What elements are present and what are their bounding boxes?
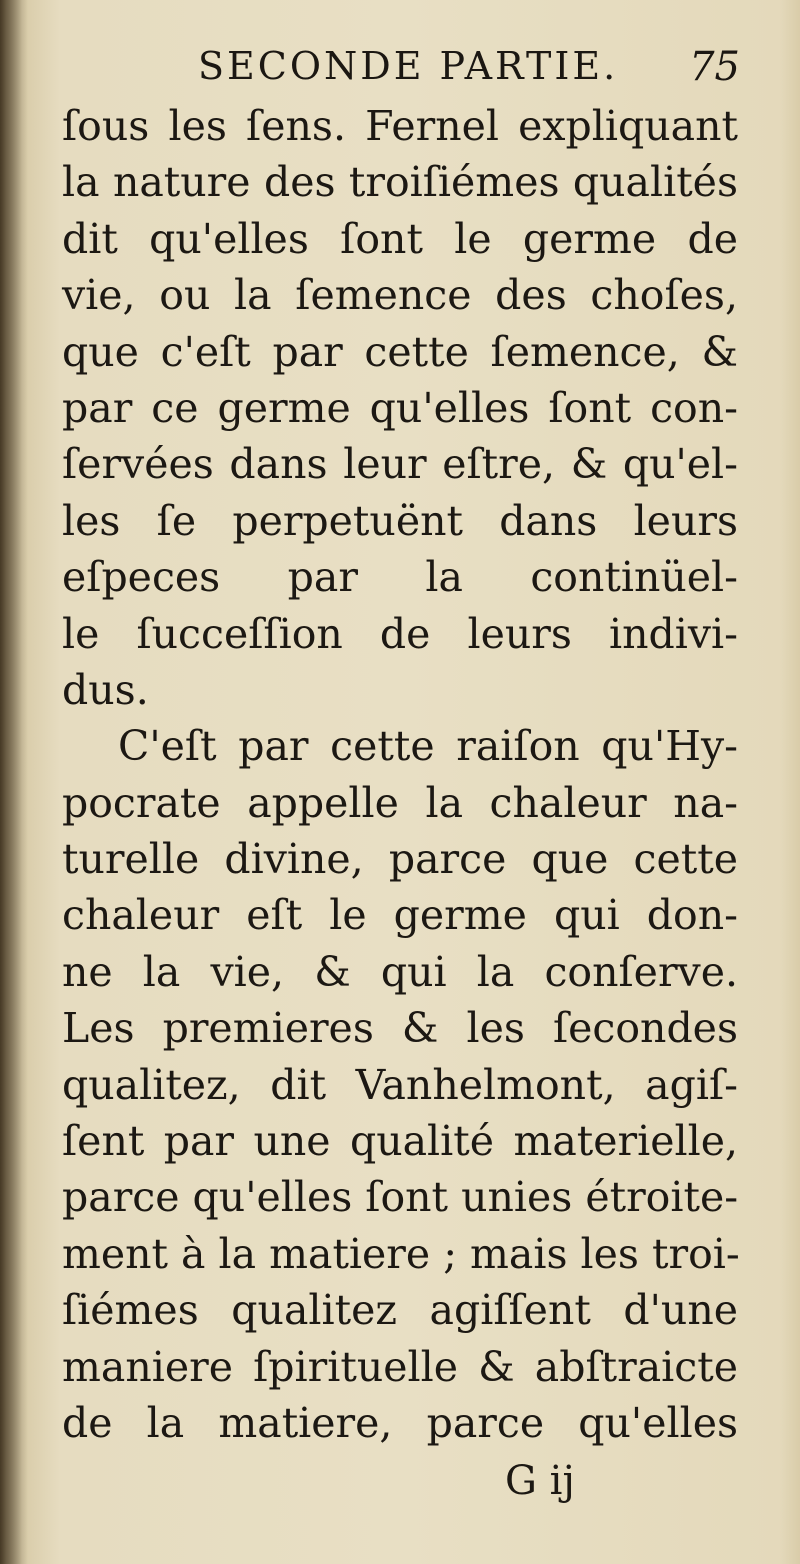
text-line: vie, ou la ſemence des choſes, xyxy=(62,271,738,320)
text-line: ſiémes qualitez agiſſent d'une xyxy=(62,1286,738,1335)
text-line: qualitez, dit Vanhelmont, agiſ- xyxy=(62,1060,738,1109)
page-number: 75 xyxy=(689,44,740,90)
text-line: maniere ſpirituelle & abſtraicte xyxy=(62,1342,738,1391)
running-head xyxy=(70,44,750,100)
body-text xyxy=(62,98,738,1451)
text-line: par ce germe qu'elles ſont con- xyxy=(62,383,738,432)
text-line: chaleur eſt le germe qui don- xyxy=(62,891,738,940)
text-line: pocrate appelle la chaleur na- xyxy=(62,778,738,827)
text-line: C'eſt par cette raiſon qu'Hy- xyxy=(118,722,738,771)
text-line: le ſucceſſion de leurs indivi- xyxy=(62,609,738,658)
text-line: parce qu'elles ſont unies étroite- xyxy=(62,1173,739,1222)
text-line: ſervées dans leur eſtre, & qu'el- xyxy=(62,440,738,489)
text-line: dus. xyxy=(62,665,149,714)
text-line: turelle divine, parce que cette xyxy=(62,835,738,884)
text-line: ne la vie, & qui la conſerve. xyxy=(62,947,738,996)
text-line: que c'eſt par cette ſemence, & xyxy=(62,327,738,376)
text-line: eſpeces par la continüel- xyxy=(62,553,738,602)
signature-mark: G ij xyxy=(505,1458,575,1504)
text-line: de la matiere, parce qu'elles xyxy=(62,1398,738,1447)
text-line: les ſe perpetuënt dans leurs xyxy=(62,496,738,545)
text-line: ment à la matiere ; mais les troi- xyxy=(62,1229,740,1278)
text-line: la nature des troiſiémes qualités xyxy=(62,158,738,207)
gutter-shadow xyxy=(0,0,28,1564)
running-head-title: SECONDE PARTIE. xyxy=(198,44,619,88)
text-line: ſous les ſens. Fernel expliquant xyxy=(62,102,738,150)
text-line: ſent par une qualité materielle, xyxy=(62,1117,738,1166)
text-line: dit qu'elles ſont le germe de xyxy=(62,214,738,263)
text-line: Les premieres & les ſecondes xyxy=(62,1004,738,1053)
